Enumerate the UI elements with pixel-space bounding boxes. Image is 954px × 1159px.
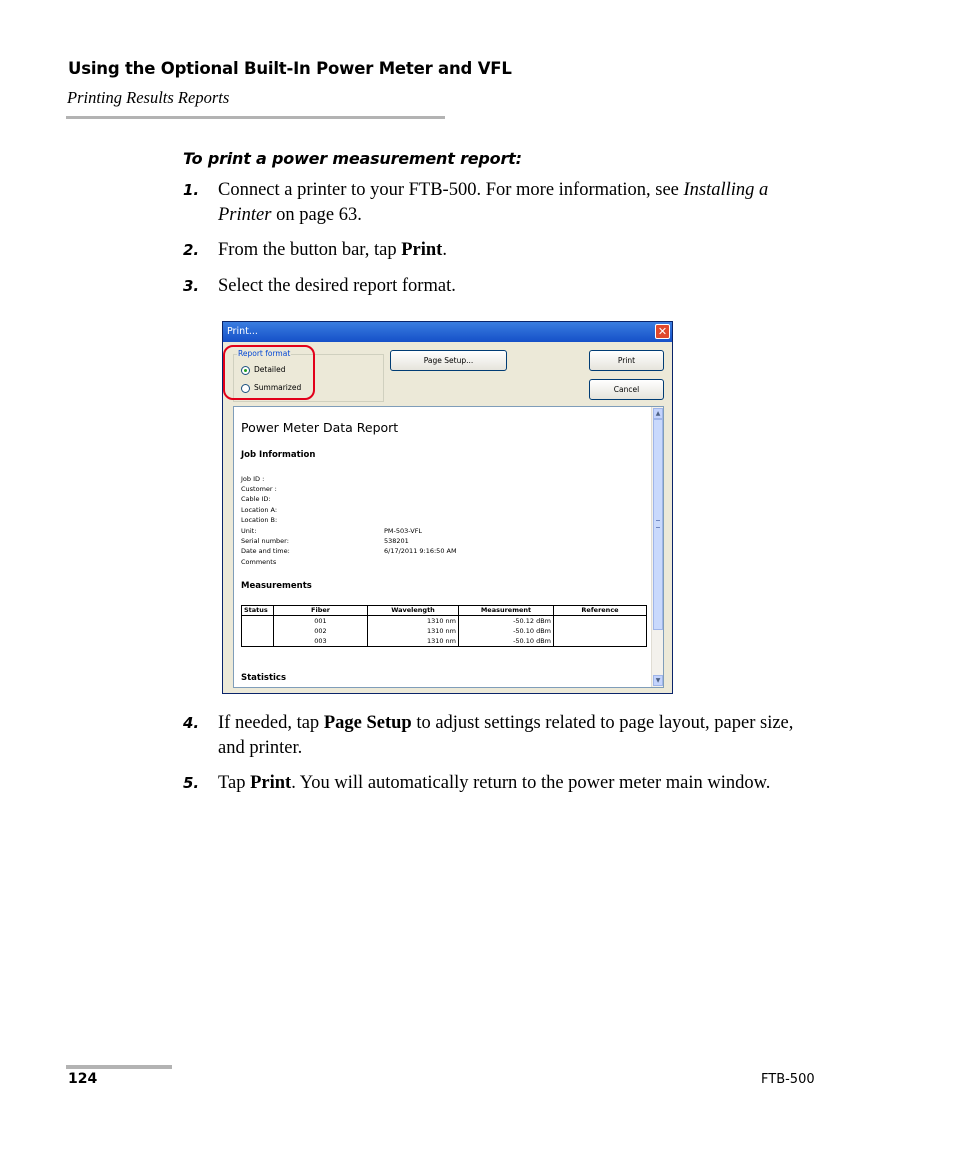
grip-icon bbox=[656, 520, 660, 528]
step-text: . bbox=[442, 240, 447, 260]
table-cell: 1310 nm bbox=[368, 626, 459, 636]
field-label: Location B: bbox=[241, 516, 278, 524]
report-title: Power Meter Data Report bbox=[241, 420, 399, 435]
print-dialog bbox=[222, 321, 673, 694]
step-number: 2. bbox=[183, 241, 200, 259]
field-label: Cable ID: bbox=[241, 495, 271, 503]
table-row bbox=[242, 616, 647, 627]
measurements-heading: Measurements bbox=[241, 581, 312, 591]
table-row bbox=[242, 636, 647, 647]
step-4 bbox=[183, 711, 823, 760]
step-text: on page 63. bbox=[271, 204, 362, 225]
highlight-circle bbox=[223, 345, 315, 400]
step-bold-term: Print bbox=[401, 240, 443, 260]
step-3 bbox=[183, 274, 823, 299]
scroll-thumb[interactable] bbox=[653, 419, 663, 630]
product-name: FTB-500 bbox=[761, 1072, 815, 1087]
field-label: Date and time: bbox=[241, 547, 290, 555]
close-icon[interactable]: ✕ bbox=[655, 324, 670, 339]
step-2 bbox=[183, 238, 823, 263]
table-cell bbox=[242, 626, 274, 636]
vertical-scrollbar[interactable] bbox=[651, 407, 663, 687]
field-value: 6/17/2011 9:16:50 AM bbox=[384, 547, 457, 555]
table-header: Measurement bbox=[459, 606, 554, 616]
dialog-title: Print... bbox=[227, 326, 258, 337]
table-cell bbox=[242, 636, 274, 647]
report-format-label: Report format bbox=[238, 349, 291, 358]
table-header: Reference bbox=[554, 606, 647, 616]
field-value: 538201 bbox=[384, 537, 409, 545]
table-cell bbox=[554, 626, 647, 636]
field-label: Location A: bbox=[241, 506, 278, 514]
print-button[interactable]: Print bbox=[589, 350, 664, 371]
measurements-table bbox=[241, 605, 647, 647]
table-header: Wavelength bbox=[368, 606, 459, 616]
field-label: Comments bbox=[241, 558, 277, 566]
step-text: Select the desired report format. bbox=[218, 276, 456, 296]
radio-label: Summarized bbox=[254, 383, 302, 392]
step-number: 1. bbox=[183, 181, 200, 199]
table-cell: 001 bbox=[274, 616, 368, 627]
table-cell bbox=[554, 636, 647, 647]
table-cell bbox=[242, 616, 274, 627]
step-number: 4. bbox=[183, 714, 200, 732]
scroll-up-icon[interactable]: ▲ bbox=[653, 408, 663, 419]
step-text: Tap bbox=[218, 773, 251, 793]
page-number: 124 bbox=[68, 1071, 98, 1087]
field-value: PM-503-VFL bbox=[384, 527, 423, 535]
radio-label: Detailed bbox=[254, 365, 286, 374]
field-label: Customer : bbox=[241, 485, 277, 493]
statistics-heading: Statistics bbox=[241, 673, 287, 683]
step-text: From the button bar, tap bbox=[218, 240, 402, 260]
table-cell: 003 bbox=[274, 636, 368, 647]
chapter-title: Using the Optional Built-In Power Meter and VFL bbox=[68, 59, 512, 78]
table-cell: 1310 nm bbox=[368, 636, 459, 647]
step-bold-term: Page Setup bbox=[323, 713, 412, 733]
table-cell: -50.10 dBm bbox=[459, 636, 554, 647]
field-label: Unit: bbox=[241, 527, 257, 535]
field-label: Serial number: bbox=[241, 537, 289, 545]
step-1 bbox=[183, 178, 823, 227]
job-info-heading: Job Information bbox=[241, 450, 316, 460]
table-header: Status bbox=[242, 606, 274, 616]
scroll-down-icon[interactable]: ▼ bbox=[653, 675, 663, 686]
table-cell bbox=[554, 616, 647, 627]
table-cell: -50.12 dBm bbox=[459, 616, 554, 627]
table-cell: 1310 nm bbox=[368, 616, 459, 627]
table-row bbox=[242, 626, 647, 636]
header-rule bbox=[66, 116, 445, 119]
step-number: 3. bbox=[183, 277, 200, 295]
page-setup-button[interactable]: Page Setup... bbox=[390, 350, 507, 371]
dialog-titlebar bbox=[223, 322, 672, 342]
procedure-title: To print a power measurement report: bbox=[183, 149, 522, 168]
cancel-button[interactable]: Cancel bbox=[589, 379, 664, 400]
step-text: Connect a printer to your FTB-500. For more information, see bbox=[218, 180, 684, 200]
step-text: to adjust settings related to page layout, paper size, and printer. bbox=[218, 713, 794, 758]
step-text: . You will automatically return to the power meter main window. bbox=[291, 773, 771, 793]
footer-rule bbox=[66, 1065, 172, 1069]
step-bold-term: Print bbox=[250, 773, 292, 793]
section-title: Printing Results Reports bbox=[67, 88, 230, 107]
step-5 bbox=[183, 771, 823, 796]
table-cell: -50.10 dBm bbox=[459, 626, 554, 636]
cross-reference-link[interactable]: Installing a Printer bbox=[218, 180, 769, 225]
table-header: Fiber bbox=[274, 606, 368, 616]
table-cell: 002 bbox=[274, 626, 368, 636]
field-label: Job ID : bbox=[241, 475, 265, 483]
step-text: If needed, tap bbox=[218, 713, 324, 733]
report-preview[interactable] bbox=[233, 406, 664, 688]
step-number: 5. bbox=[183, 774, 200, 792]
